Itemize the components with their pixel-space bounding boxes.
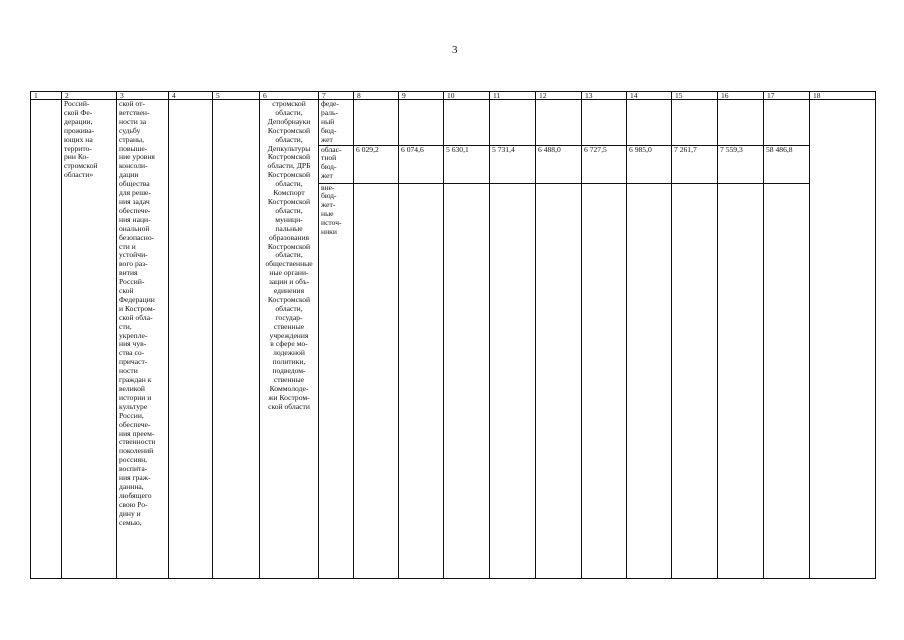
value-cell [582, 183, 627, 578]
text-line: феде- [321, 99, 339, 108]
text-line: Депобрнауки [267, 116, 311, 126]
text-line: муници- [275, 214, 303, 224]
text-line: ный [321, 116, 335, 126]
text-line: сти и [119, 241, 136, 251]
text-line: области, [275, 205, 303, 215]
text-line: раль- [321, 107, 339, 117]
text-line: стромской [64, 161, 98, 171]
text-line: области, [275, 134, 303, 144]
value-cell: 5 630,1 [444, 145, 490, 183]
text-line: ния граж- [119, 473, 151, 483]
text-line: ности [119, 366, 138, 376]
text-line: устойчи- [119, 250, 148, 260]
value-cell [718, 183, 764, 578]
source-federal-cell [319, 100, 354, 146]
text-line: России, [119, 410, 144, 420]
text-line: ской Фе- [64, 107, 93, 117]
text-line: вого раз- [119, 259, 148, 269]
value-cell: 6 727,5 [582, 145, 627, 183]
text-line: Комспорт [273, 188, 305, 198]
text-line: области, [275, 250, 303, 260]
text-line: государ- [275, 312, 303, 322]
text-line: ственности [119, 437, 156, 447]
text-line: подведом- [272, 366, 306, 376]
text-line: семью, [119, 517, 142, 527]
text-line: сти, [119, 321, 132, 331]
text-line: общественные [265, 259, 313, 269]
text-line: общества [119, 179, 150, 189]
value-cell [764, 183, 810, 578]
text-line: Костромской [267, 170, 311, 180]
text-line: стромской [272, 99, 306, 108]
text-line: обеспече- [119, 419, 151, 429]
header-cell: 9 [399, 92, 444, 100]
value-cell [536, 183, 582, 578]
header-cell: 1 [31, 92, 62, 100]
text-line: террито- [64, 143, 92, 153]
text-line: повыше- [119, 143, 148, 153]
text-line: ской от- [119, 99, 145, 108]
text-line: в сфере мо- [270, 339, 308, 349]
header-cell: 7 [319, 92, 354, 100]
value-cell [627, 183, 672, 578]
text-line: бюд- [321, 162, 337, 172]
header-cell: 14 [627, 92, 672, 100]
text-line: области» [64, 170, 94, 180]
header-cell: 6 [260, 92, 319, 100]
text-line: Россий- [119, 277, 145, 287]
text-line: источ- [321, 218, 342, 228]
text-line: великой [119, 384, 145, 393]
text-line: свою Ро- [119, 499, 148, 509]
text-line: ветствен- [119, 107, 150, 117]
text-line: консоли- [119, 161, 148, 171]
text-line: образования [268, 232, 310, 242]
text-line: Коммолоде- [269, 384, 309, 393]
text-line: ской [119, 286, 134, 296]
text-line: рии Ко- [64, 152, 89, 162]
source-extrabudget-cell [319, 183, 354, 578]
goal-text-cell [62, 100, 117, 579]
value-cell [444, 100, 490, 146]
text-line: ственные [273, 375, 305, 385]
text-line: истории и [119, 392, 152, 402]
text-line: ской области [268, 401, 310, 411]
text-line: ные [321, 209, 334, 219]
value-cell [672, 183, 718, 578]
value-cell [627, 100, 672, 146]
header-cell: 3 [117, 92, 169, 100]
text-line: бюд- [321, 125, 337, 135]
header-cell: 4 [169, 92, 213, 100]
header-cell: 12 [536, 92, 582, 100]
header-cell: 18 [810, 92, 876, 100]
value-cell [582, 100, 627, 146]
header-cell: 13 [582, 92, 627, 100]
text-line: области, [275, 303, 303, 313]
text-line: ния задач [119, 196, 150, 206]
text-line: вития [119, 268, 138, 278]
col18-cell [810, 100, 876, 579]
value-cell [444, 183, 490, 578]
budget-table [30, 91, 876, 579]
text-line: политики, [272, 357, 306, 367]
text-line: воспита- [119, 464, 148, 474]
text-line: ния преем- [119, 428, 155, 438]
value-cell: 6 074,6 [399, 145, 444, 183]
col5-cell [213, 100, 260, 579]
value-cell [399, 183, 444, 578]
value-cell: 5 731,4 [490, 145, 536, 183]
table-row-federal [31, 100, 876, 146]
source-regional-cell [319, 145, 354, 183]
text-line: Федерации [119, 294, 155, 304]
value-cell: 7 261,7 [672, 145, 718, 183]
text-line: данина, [119, 481, 144, 491]
text-line: ные органи- [269, 268, 309, 278]
text-line: учреждения [269, 330, 309, 340]
col1-cell [31, 100, 62, 579]
text-line: причаст- [119, 357, 148, 367]
value-cell [354, 183, 399, 578]
header-cell: 11 [490, 92, 536, 100]
value-cell [718, 100, 764, 146]
text-line: для реше- [119, 188, 151, 198]
executors-cell [260, 100, 319, 579]
text-line: россиян, [119, 455, 148, 465]
header-cell: 2 [62, 92, 117, 100]
text-line: дерации, [64, 116, 93, 126]
text-line: и Костром- [119, 303, 156, 313]
text-line: ональной [119, 223, 150, 233]
text-line: вне- [321, 182, 335, 192]
text-line: ства со- [119, 348, 145, 358]
col4-cell [169, 100, 213, 579]
text-line: Костромской [267, 125, 311, 135]
text-line: лодежной [273, 348, 305, 358]
text-line: жет [321, 134, 333, 144]
text-line: безопасно- [119, 232, 155, 242]
text-line: граждан к [119, 375, 152, 385]
header-cell: 10 [444, 92, 490, 100]
text-line: жет [321, 171, 333, 181]
text-line: поколений [119, 446, 154, 456]
value-cell: 6 488,0 [536, 145, 582, 183]
text-line: культуре [119, 401, 148, 411]
text-line: ния наци- [119, 214, 151, 224]
text-line: прожива- [64, 125, 95, 135]
text-line: Костромской [267, 294, 311, 304]
text-line: зации и объ- [268, 277, 310, 287]
header-cell: 5 [213, 92, 260, 100]
value-cell [764, 100, 810, 146]
text-line: Депкультуры [267, 143, 311, 153]
text-line: любящего [119, 490, 152, 500]
text-line: облас- [321, 144, 342, 154]
value-cell [672, 100, 718, 146]
text-line: ской обла- [119, 312, 153, 322]
header-cell: 16 [718, 92, 764, 100]
value-cell [490, 183, 536, 578]
text-line: бюд- [321, 191, 337, 201]
text-line: дации [119, 170, 139, 180]
text-line: ющих на [64, 134, 93, 144]
text-line: тной [321, 153, 337, 163]
text-line: единения [273, 286, 305, 296]
value-cell [399, 100, 444, 146]
page-number: 3 [452, 44, 458, 56]
header-cell: 15 [672, 92, 718, 100]
value-cell-total: 58 486,8 [764, 145, 810, 183]
value-cell [354, 100, 399, 146]
text-line: ния чув- [119, 339, 147, 349]
text-line: жет- [321, 200, 336, 210]
text-line: Костромской [267, 196, 311, 206]
text-line: Россий- [64, 99, 90, 108]
value-cell: 6 985,0 [627, 145, 672, 183]
text-line: области, [275, 107, 303, 117]
header-cell: 8 [354, 92, 399, 100]
value-cell [490, 100, 536, 146]
text-line: жи Костром- [268, 392, 310, 402]
value-cell: 6 029,2 [354, 145, 399, 183]
value-cell: 7 559,3 [718, 145, 764, 183]
text-line: страны, [119, 134, 145, 144]
text-line: дину и [119, 508, 141, 518]
text-line: пальные [275, 223, 303, 233]
text-line: ности за [119, 116, 147, 126]
text-line: ники [321, 227, 337, 237]
header-row [31, 92, 876, 100]
header-cell: 17 [764, 92, 810, 100]
text-line: судьбу [119, 125, 141, 135]
text-line: обеспече- [119, 205, 151, 215]
text-line: Костромской [267, 152, 311, 162]
text-line: ственные [273, 321, 305, 331]
text-line: области, [275, 179, 303, 189]
text-line: Костромской [267, 241, 311, 251]
value-cell [536, 100, 582, 146]
text-line: укрепле- [119, 330, 148, 340]
task-text-cell [117, 100, 169, 579]
text-line: ние уровня [119, 152, 155, 162]
text-line: области, ДРБ [267, 161, 311, 171]
